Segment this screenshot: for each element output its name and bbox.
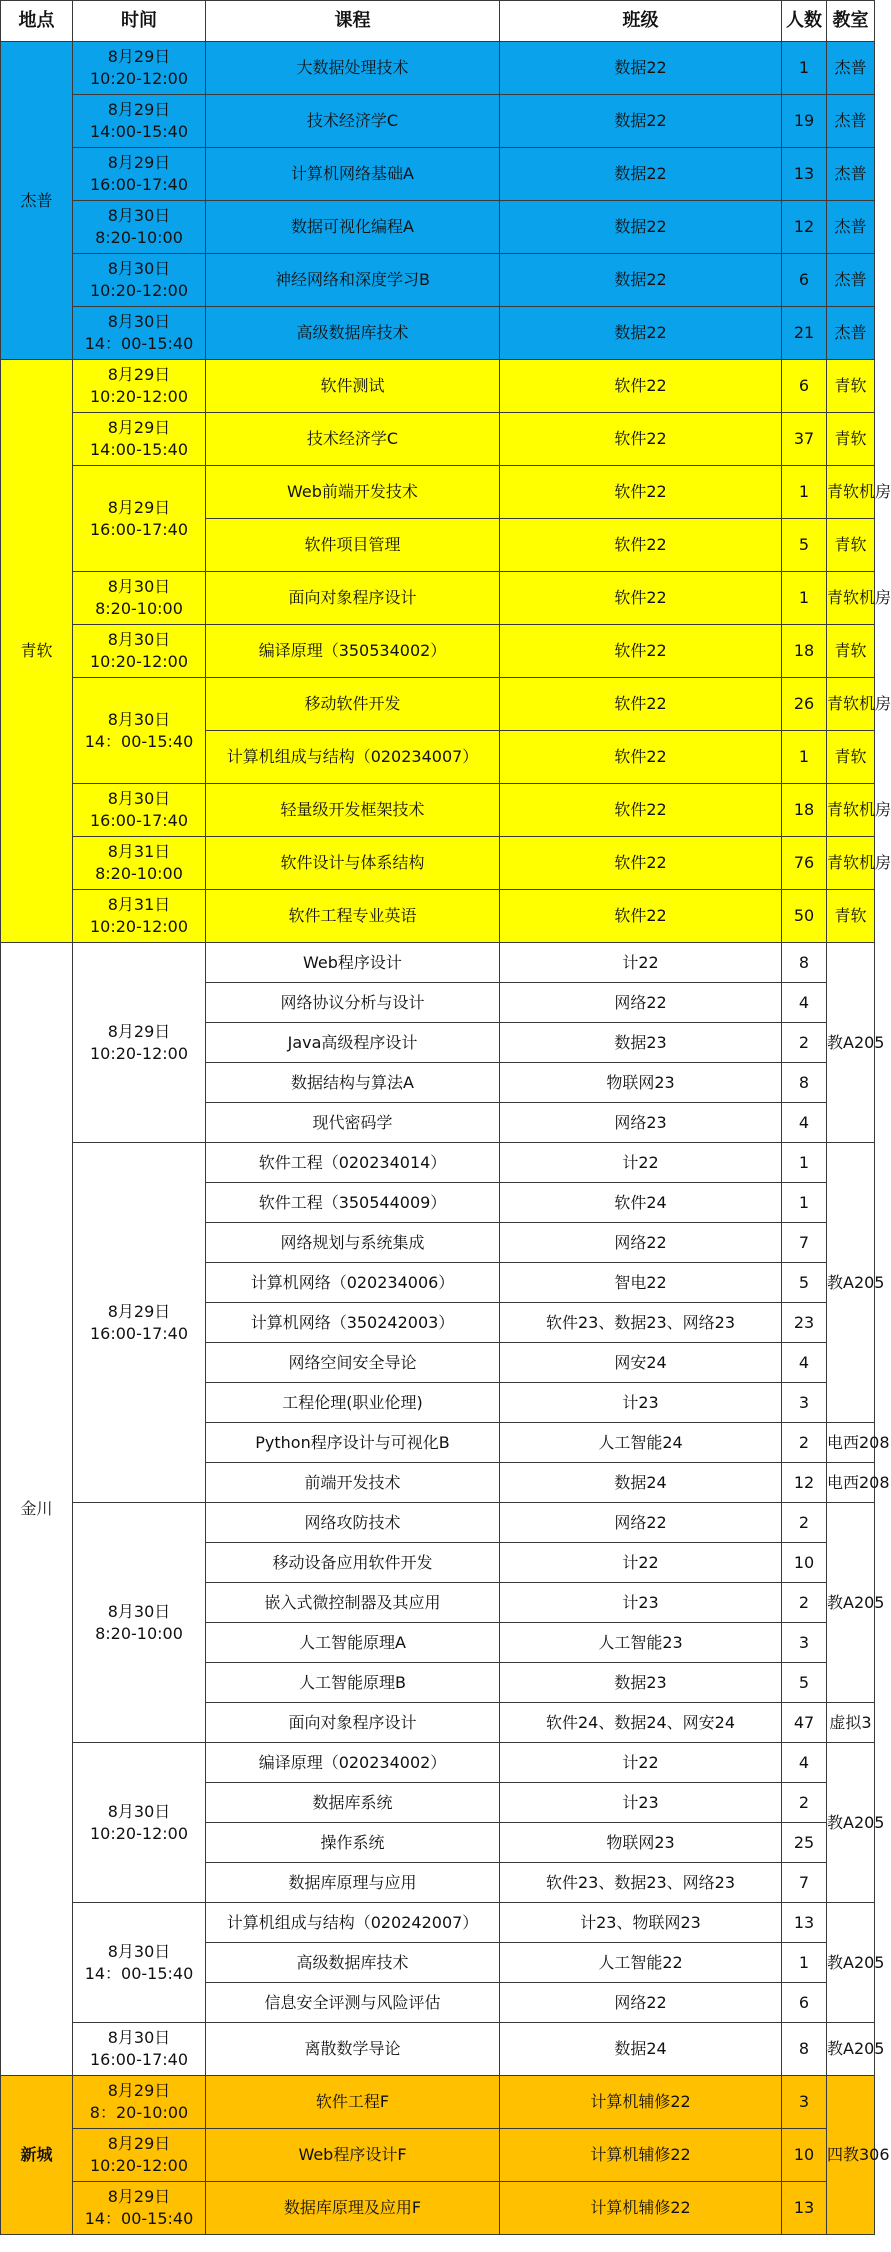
course-cell: 网络攻防技术 bbox=[206, 1503, 500, 1543]
count-cell: 7 bbox=[782, 1223, 827, 1263]
class-cell: 计算机辅修22 bbox=[500, 2129, 782, 2182]
course-cell: 高级数据库技术 bbox=[206, 307, 500, 360]
room-cell: 青软 bbox=[827, 413, 875, 466]
class-cell: 人工智能23 bbox=[500, 1623, 782, 1663]
class-cell: 数据22 bbox=[500, 148, 782, 201]
class-cell: 网络22 bbox=[500, 1503, 782, 1543]
table-row bbox=[1, 2182, 875, 2235]
course-cell: Web程序设计 bbox=[206, 943, 500, 983]
count-cell: 3 bbox=[782, 2076, 827, 2129]
count-cell: 5 bbox=[782, 1663, 827, 1703]
room-cell: 四教306 bbox=[827, 2076, 875, 2235]
class-cell: 软件22 bbox=[500, 731, 782, 784]
course-cell: 网络协议分析与设计 bbox=[206, 983, 500, 1023]
count-cell: 21 bbox=[782, 307, 827, 360]
room-cell: 教A205 bbox=[827, 1903, 875, 2023]
time-cell: 8月30日 16:00-17:40 bbox=[73, 784, 206, 837]
table-row bbox=[1, 2076, 875, 2129]
class-cell: 软件22 bbox=[500, 572, 782, 625]
count-cell: 47 bbox=[782, 1703, 827, 1743]
time-cell: 8月29日 14:00-15:40 bbox=[73, 95, 206, 148]
time-cell: 8月29日 14：00-15:40 bbox=[73, 2182, 206, 2235]
class-cell: 智电22 bbox=[500, 1263, 782, 1303]
room-cell: 教A205 bbox=[827, 1503, 875, 1703]
room-cell: 青软机房 bbox=[827, 466, 875, 519]
count-cell: 26 bbox=[782, 678, 827, 731]
location-cell: 青软 bbox=[1, 360, 73, 943]
count-cell: 23 bbox=[782, 1303, 827, 1343]
course-cell: 高级数据库技术 bbox=[206, 1943, 500, 1983]
count-cell: 1 bbox=[782, 1183, 827, 1223]
class-cell: 计23 bbox=[500, 1383, 782, 1423]
course-cell: 软件工程F bbox=[206, 2076, 500, 2129]
room-cell: 杰普 bbox=[827, 307, 875, 360]
time-cell: 8月30日 8:20-10:00 bbox=[73, 201, 206, 254]
table-row bbox=[1, 2023, 875, 2076]
course-cell: 网络空间安全导论 bbox=[206, 1343, 500, 1383]
class-cell: 计算机辅修22 bbox=[500, 2182, 782, 2235]
count-cell: 7 bbox=[782, 1863, 827, 1903]
header-room: 教室 bbox=[827, 1, 875, 42]
room-cell: 青软机房 bbox=[827, 837, 875, 890]
room-cell: 杰普 bbox=[827, 254, 875, 307]
course-cell: 计算机网络基础A bbox=[206, 148, 500, 201]
count-cell: 5 bbox=[782, 519, 827, 572]
class-cell: 软件24、数据24、网安24 bbox=[500, 1703, 782, 1743]
header-course: 课程 bbox=[206, 1, 500, 42]
location-cell: 杰普 bbox=[1, 42, 73, 360]
class-cell: 计22 bbox=[500, 1743, 782, 1783]
count-cell: 13 bbox=[782, 1903, 827, 1943]
location-cell: 新城 bbox=[1, 2076, 73, 2235]
table-row bbox=[1, 890, 875, 943]
time-cell: 8月30日 14：00-15:40 bbox=[73, 1903, 206, 2023]
table-row bbox=[1, 254, 875, 307]
course-cell: 嵌入式微控制器及其应用 bbox=[206, 1583, 500, 1623]
time-cell: 8月30日 8:20-10:00 bbox=[73, 1503, 206, 1743]
table-row bbox=[1, 625, 875, 678]
course-cell: 计算机组成与结构（020234007） bbox=[206, 731, 500, 784]
class-cell: 数据22 bbox=[500, 201, 782, 254]
count-cell: 2 bbox=[782, 1503, 827, 1543]
class-cell: 人工智能22 bbox=[500, 1943, 782, 1983]
room-cell: 青软 bbox=[827, 625, 875, 678]
table-row bbox=[1, 466, 875, 519]
course-cell: 技术经济学C bbox=[206, 413, 500, 466]
class-cell: 软件22 bbox=[500, 678, 782, 731]
class-cell: 数据22 bbox=[500, 254, 782, 307]
table-row bbox=[1, 1903, 875, 1943]
course-cell: 前端开发技术 bbox=[206, 1463, 500, 1503]
course-cell: 计算机网络（020234006） bbox=[206, 1263, 500, 1303]
class-cell: 软件22 bbox=[500, 890, 782, 943]
class-cell: 计算机辅修22 bbox=[500, 2076, 782, 2129]
room-cell: 青软机房 bbox=[827, 572, 875, 625]
course-cell: 面向对象程序设计 bbox=[206, 1703, 500, 1743]
course-cell: 移动软件开发 bbox=[206, 678, 500, 731]
count-cell: 2 bbox=[782, 1783, 827, 1823]
count-cell: 1 bbox=[782, 466, 827, 519]
table-row bbox=[1, 148, 875, 201]
count-cell: 1 bbox=[782, 572, 827, 625]
count-cell: 1 bbox=[782, 731, 827, 784]
header-count: 人数 bbox=[782, 1, 827, 42]
room-cell: 杰普 bbox=[827, 42, 875, 95]
class-cell: 数据22 bbox=[500, 42, 782, 95]
course-cell: 数据可视化编程A bbox=[206, 201, 500, 254]
course-cell: 神经网络和深度学习B bbox=[206, 254, 500, 307]
class-cell: 数据24 bbox=[500, 1463, 782, 1503]
count-cell: 4 bbox=[782, 1743, 827, 1783]
class-cell: 软件22 bbox=[500, 837, 782, 890]
class-cell: 计22 bbox=[500, 1143, 782, 1183]
count-cell: 18 bbox=[782, 625, 827, 678]
table-row bbox=[1, 360, 875, 413]
count-cell: 1 bbox=[782, 42, 827, 95]
class-cell: 数据22 bbox=[500, 95, 782, 148]
class-cell: 软件23、数据23、网络23 bbox=[500, 1863, 782, 1903]
class-cell: 软件22 bbox=[500, 519, 782, 572]
table-row bbox=[1, 1503, 875, 1543]
table-row bbox=[1, 837, 875, 890]
course-cell: 计算机组成与结构（020242007） bbox=[206, 1903, 500, 1943]
header-class: 班级 bbox=[500, 1, 782, 42]
course-cell: 软件项目管理 bbox=[206, 519, 500, 572]
count-cell: 50 bbox=[782, 890, 827, 943]
class-cell: 计22 bbox=[500, 943, 782, 983]
count-cell: 8 bbox=[782, 2023, 827, 2076]
course-cell: 轻量级开发框架技术 bbox=[206, 784, 500, 837]
count-cell: 4 bbox=[782, 983, 827, 1023]
course-cell: 离散数学导论 bbox=[206, 2023, 500, 2076]
time-cell: 8月29日 10:20-12:00 bbox=[73, 2129, 206, 2182]
room-cell: 虚拟3 bbox=[827, 1703, 875, 1743]
time-cell: 8月29日 10:20-12:00 bbox=[73, 42, 206, 95]
count-cell: 1 bbox=[782, 1143, 827, 1183]
count-cell: 37 bbox=[782, 413, 827, 466]
course-cell: 工程伦理(职业伦理) bbox=[206, 1383, 500, 1423]
count-cell: 5 bbox=[782, 1263, 827, 1303]
count-cell: 4 bbox=[782, 1103, 827, 1143]
course-cell: 软件工程专业英语 bbox=[206, 890, 500, 943]
course-cell: 数据库原理及应用F bbox=[206, 2182, 500, 2235]
class-cell: 人工智能24 bbox=[500, 1423, 782, 1463]
header-row bbox=[1, 1, 875, 42]
time-cell: 8月31日 10:20-12:00 bbox=[73, 890, 206, 943]
table-row bbox=[1, 1743, 875, 1783]
class-cell: 网络22 bbox=[500, 983, 782, 1023]
course-cell: 软件设计与体系结构 bbox=[206, 837, 500, 890]
count-cell: 10 bbox=[782, 2129, 827, 2182]
room-cell: 青软机房 bbox=[827, 784, 875, 837]
time-cell: 8月30日 14：00-15:40 bbox=[73, 307, 206, 360]
count-cell: 1 bbox=[782, 1943, 827, 1983]
course-cell: 人工智能原理A bbox=[206, 1623, 500, 1663]
room-cell: 教A205 bbox=[827, 2023, 875, 2076]
room-cell: 教A205 bbox=[827, 1143, 875, 1423]
course-cell: 面向对象程序设计 bbox=[206, 572, 500, 625]
count-cell: 25 bbox=[782, 1823, 827, 1863]
time-cell: 8月30日 16:00-17:40 bbox=[73, 2023, 206, 2076]
time-cell: 8月29日 10:20-12:00 bbox=[73, 943, 206, 1143]
table-row bbox=[1, 784, 875, 837]
table-row bbox=[1, 1143, 875, 1183]
course-cell: 人工智能原理B bbox=[206, 1663, 500, 1703]
class-cell: 网络23 bbox=[500, 1103, 782, 1143]
room-cell: 电西208 bbox=[827, 1423, 875, 1463]
course-cell: Web前端开发技术 bbox=[206, 466, 500, 519]
course-cell: 移动设备应用软件开发 bbox=[206, 1543, 500, 1583]
room-cell: 电西208 bbox=[827, 1463, 875, 1503]
count-cell: 12 bbox=[782, 201, 827, 254]
time-cell: 8月30日 8:20-10:00 bbox=[73, 572, 206, 625]
room-cell: 青软 bbox=[827, 731, 875, 784]
class-cell: 数据22 bbox=[500, 307, 782, 360]
course-cell: Java高级程序设计 bbox=[206, 1023, 500, 1063]
count-cell: 18 bbox=[782, 784, 827, 837]
time-cell: 8月29日 16:00-17:40 bbox=[73, 1143, 206, 1503]
course-cell: 大数据处理技术 bbox=[206, 42, 500, 95]
course-cell: 数据库原理与应用 bbox=[206, 1863, 500, 1903]
class-cell: 软件22 bbox=[500, 360, 782, 413]
class-cell: 计23、物联网23 bbox=[500, 1903, 782, 1943]
course-cell: 软件测试 bbox=[206, 360, 500, 413]
header-time: 时间 bbox=[73, 1, 206, 42]
time-cell: 8月30日 10:20-12:00 bbox=[73, 1743, 206, 1903]
course-cell: 网络规划与系统集成 bbox=[206, 1223, 500, 1263]
table-row bbox=[1, 413, 875, 466]
course-cell: 数据库系统 bbox=[206, 1783, 500, 1823]
class-cell: 数据23 bbox=[500, 1663, 782, 1703]
table-row bbox=[1, 943, 875, 983]
table-row bbox=[1, 42, 875, 95]
table-row bbox=[1, 2129, 875, 2182]
room-cell: 杰普 bbox=[827, 95, 875, 148]
class-cell: 计23 bbox=[500, 1583, 782, 1623]
header-location: 地点 bbox=[1, 1, 73, 42]
course-cell: Python程序设计与可视化B bbox=[206, 1423, 500, 1463]
count-cell: 13 bbox=[782, 2182, 827, 2235]
count-cell: 8 bbox=[782, 943, 827, 983]
room-cell: 教A205 bbox=[827, 1743, 875, 1903]
count-cell: 6 bbox=[782, 254, 827, 307]
class-cell: 数据23 bbox=[500, 1023, 782, 1063]
class-cell: 计23 bbox=[500, 1783, 782, 1823]
course-cell: 操作系统 bbox=[206, 1823, 500, 1863]
table-row bbox=[1, 95, 875, 148]
course-cell: 信息安全评测与风险评估 bbox=[206, 1983, 500, 2023]
count-cell: 12 bbox=[782, 1463, 827, 1503]
table-row bbox=[1, 201, 875, 254]
class-cell: 物联网23 bbox=[500, 1063, 782, 1103]
course-cell: 编译原理（350534002） bbox=[206, 625, 500, 678]
time-cell: 8月29日 14:00-15:40 bbox=[73, 413, 206, 466]
table-row bbox=[1, 678, 875, 731]
course-cell: 现代密码学 bbox=[206, 1103, 500, 1143]
time-cell: 8月31日 8:20-10:00 bbox=[73, 837, 206, 890]
course-cell: 编译原理（020234002） bbox=[206, 1743, 500, 1783]
time-cell: 8月30日 14：00-15:40 bbox=[73, 678, 206, 784]
class-cell: 网安24 bbox=[500, 1343, 782, 1383]
class-cell: 软件22 bbox=[500, 413, 782, 466]
count-cell: 19 bbox=[782, 95, 827, 148]
class-cell: 数据24 bbox=[500, 2023, 782, 2076]
count-cell: 6 bbox=[782, 1983, 827, 2023]
count-cell: 2 bbox=[782, 1583, 827, 1623]
count-cell: 13 bbox=[782, 148, 827, 201]
count-cell: 4 bbox=[782, 1343, 827, 1383]
course-cell: 计算机网络（350242003） bbox=[206, 1303, 500, 1343]
count-cell: 6 bbox=[782, 360, 827, 413]
room-cell: 教A205 bbox=[827, 943, 875, 1143]
class-cell: 软件24 bbox=[500, 1183, 782, 1223]
class-cell: 软件22 bbox=[500, 784, 782, 837]
class-cell: 软件22 bbox=[500, 466, 782, 519]
course-cell: Web程序设计F bbox=[206, 2129, 500, 2182]
time-cell: 8月29日 16:00-17:40 bbox=[73, 148, 206, 201]
room-cell: 杰普 bbox=[827, 148, 875, 201]
class-cell: 软件23、数据23、网络23 bbox=[500, 1303, 782, 1343]
table-row bbox=[1, 307, 875, 360]
table-row bbox=[1, 572, 875, 625]
count-cell: 8 bbox=[782, 1063, 827, 1103]
location-cell: 金川 bbox=[1, 943, 73, 2076]
count-cell: 2 bbox=[782, 1423, 827, 1463]
course-cell: 软件工程（350544009） bbox=[206, 1183, 500, 1223]
count-cell: 2 bbox=[782, 1023, 827, 1063]
room-cell: 青软 bbox=[827, 890, 875, 943]
class-cell: 网络22 bbox=[500, 1223, 782, 1263]
course-cell: 技术经济学C bbox=[206, 95, 500, 148]
room-cell: 青软机房 bbox=[827, 678, 875, 731]
time-cell: 8月29日 10:20-12:00 bbox=[73, 360, 206, 413]
course-cell: 软件工程（020234014） bbox=[206, 1143, 500, 1183]
time-cell: 8月30日 10:20-12:00 bbox=[73, 625, 206, 678]
count-cell: 10 bbox=[782, 1543, 827, 1583]
class-cell: 网络22 bbox=[500, 1983, 782, 2023]
room-cell: 青软 bbox=[827, 360, 875, 413]
count-cell: 3 bbox=[782, 1383, 827, 1423]
count-cell: 3 bbox=[782, 1623, 827, 1663]
class-cell: 软件22 bbox=[500, 625, 782, 678]
count-cell: 76 bbox=[782, 837, 827, 890]
time-cell: 8月30日 10:20-12:00 bbox=[73, 254, 206, 307]
class-cell: 计22 bbox=[500, 1543, 782, 1583]
class-cell: 物联网23 bbox=[500, 1823, 782, 1863]
room-cell: 杰普 bbox=[827, 201, 875, 254]
time-cell: 8月29日 8：20-10:00 bbox=[73, 2076, 206, 2129]
time-cell: 8月29日 16:00-17:40 bbox=[73, 466, 206, 572]
course-cell: 数据结构与算法A bbox=[206, 1063, 500, 1103]
room-cell: 青软 bbox=[827, 519, 875, 572]
